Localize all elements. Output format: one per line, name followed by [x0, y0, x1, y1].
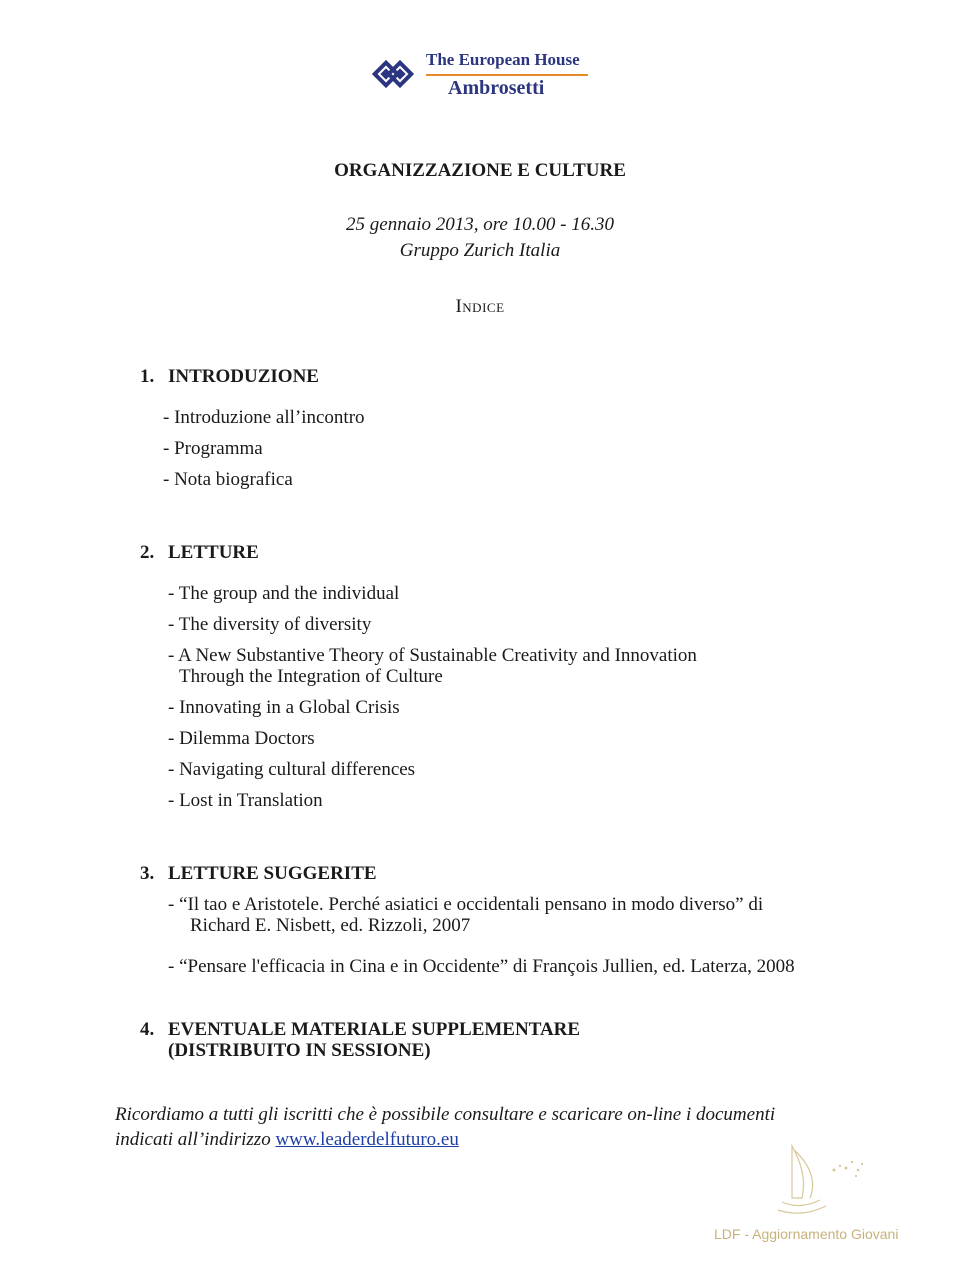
event-date: 25 gennaio 2013, ore 10.00 - 16.30	[346, 214, 614, 235]
list-item: - Lost in Translation	[168, 790, 323, 811]
section-title-materiale: EVENTUALE MATERIALE SUPPLEMENTARE	[168, 1019, 581, 1040]
section-number: 3.	[140, 863, 155, 884]
list-item: - “Pensare l'efficacia in Cina e in Occidente” di François Jullien, ed. Laterza, 2008	[168, 956, 795, 977]
index-heading: Indice	[455, 296, 505, 317]
list-item: - Nota biografica	[163, 469, 293, 490]
list-item: - Navigating cultural differences	[168, 759, 416, 780]
list-item: - Introduzione all’incontro	[163, 407, 365, 428]
footer-note-prefix: indicati all’indirizzo	[115, 1129, 276, 1150]
list-item: - Dilemma Doctors	[168, 728, 315, 749]
list-item: - The group and the individual	[168, 583, 400, 604]
brand-divider	[426, 74, 588, 76]
section-number: 1.	[140, 366, 155, 387]
list-item: - Programma	[163, 438, 263, 459]
list-item-continuation: Through the Integration of Culture	[179, 666, 443, 687]
section-number: 4.	[140, 1019, 155, 1040]
list-item: - “Il tao e Aristotele. Perché asiatici e occidentali pensano in modo diverso” di	[168, 894, 764, 915]
website-link[interactable]: www.leaderdelfuturo.eu	[275, 1129, 459, 1150]
brand-name-line1: The European House	[426, 50, 580, 69]
section-title-letture: LETTURE	[168, 542, 259, 563]
list-item: - A New Substantive Theory of Sustainable Creativity and Innovation	[168, 645, 697, 666]
brand-name-line2: Ambrosetti	[448, 77, 545, 99]
footer-note-line2	[115, 1129, 459, 1151]
list-item: - The diversity of diversity	[168, 614, 372, 635]
document-title: ORGANIZZAZIONE E CULTURE	[334, 160, 626, 181]
list-item: - Innovating in a Global Crisis	[168, 697, 400, 718]
section-title-introduzione: INTRODUZIONE	[168, 366, 319, 387]
brand-logo	[372, 50, 602, 102]
footer-note-line1: Ricordiamo a tutti gli iscritti che è possibile consultare e scaricare on-line i documenti	[115, 1104, 776, 1125]
watermark-text: LDF - Aggiornamento Giovani	[714, 1226, 899, 1242]
brand-mark-icon	[372, 56, 420, 96]
event-venue: Gruppo Zurich Italia	[399, 240, 561, 261]
sailboat-icon	[772, 1140, 872, 1224]
section-number: 2.	[140, 542, 155, 563]
section-subtitle-distribuito: (DISTRIBUITO IN SESSIONE)	[168, 1040, 431, 1061]
list-item-continuation: Richard E. Nisbett, ed. Rizzoli, 2007	[190, 915, 471, 936]
section-title-letture-suggerite: LETTURE SUGGERITE	[168, 863, 377, 884]
